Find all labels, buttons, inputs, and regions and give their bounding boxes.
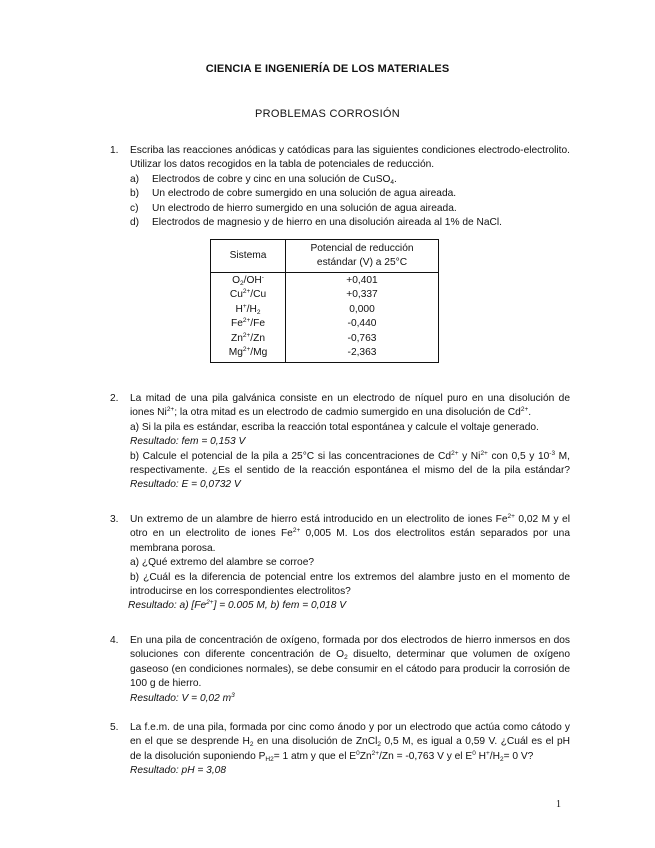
document-subtitle: PROBLEMAS CORROSIÓN bbox=[254, 108, 401, 120]
problem-number: 3. bbox=[110, 514, 119, 525]
result-text: Resultado: pH = 3,08 bbox=[130, 765, 226, 777]
result-text: Resultado: V = 0,02 $m^3$ bbox=[130, 691, 235, 704]
table-row: $Zn^{2+}/Zn$ -0,763 bbox=[211, 332, 439, 346]
problem-number: 4. bbox=[110, 635, 119, 646]
part-b-text: b) Calcule el potencial de la pila a 25°C si las concentraciones de $Cd^{2+}$ y $Ni^{2+}$ con 0,5 y $10^{-3}$ M, respectivamente. ¿Es el sentido de la reacción espontánea el mismo del de la pila estándar? Resultado: E = 0,0732 V bbox=[130, 449, 570, 491]
part-a-text: a) ¿Qué extremo del alambre se corroe? bbox=[130, 557, 315, 569]
problem-number: 2. bbox=[110, 393, 119, 404]
part-a-text: a) Si la pila es estándar, escriba la reacción total espontánea y calcule el voltaje generado. bbox=[130, 421, 539, 433]
problem-text: En una pila de concentración de oxígeno, formada por dos electrodos de hierro inmersos en dos soluciones con diferente concentración de $O_2$ disuelto, determinar que volumen de oxígeno gaseoso (en condiciones normales), se debe consumir en el cátodo para producir la corrosión de 100 g de hierro. bbox=[130, 635, 571, 690]
problem-5 bbox=[110, 721, 570, 779]
result-text: Resultado: fem = 0,153 V bbox=[130, 436, 246, 448]
list-item: c) Un electrodo de hierro sumergido en una solución de agua aireada. bbox=[130, 202, 457, 214]
table-row: $H^+/H_2$ 0,000 bbox=[211, 303, 439, 317]
problem-text: La mitad de una pila galvánica consiste en un electrodo de níquel puro en una disolución de iones $Ni^{2+}$; la otra mitad es un electrodo de cadmio sumergido en una disolución de $Cd^{2+}$. bbox=[130, 393, 570, 419]
result-text: Resultado: E = 0,0732 V bbox=[130, 479, 241, 491]
result-text: Resultado: a) $[Fe^{2+}] = 0.005$ M, b) fem = 0,018 V bbox=[128, 599, 347, 612]
document-title: CIENCIA E INGENIERÍA DE LOS MATERIALES bbox=[205, 63, 450, 75]
problem-number: 1. bbox=[110, 145, 119, 156]
problem-3 bbox=[110, 513, 570, 614]
table-row: $Cu^{2+}/Cu$ +0,337 bbox=[211, 288, 439, 302]
list-item: a) Electrodos de cobre y cinc en una solución de CuSO$_4$. bbox=[130, 173, 397, 186]
table-row: $Mg^{2+}/Mg$ -2,363 bbox=[211, 346, 439, 363]
table-header-sistema: Sistema bbox=[211, 240, 286, 273]
part-b-text: b) ¿Cuál es la diferencia de potencial entre los extremos del alambre justo en el momento de introducirse en los correspondientes electrolitos? bbox=[130, 571, 570, 598]
problem-number: 5. bbox=[110, 722, 119, 733]
table-row: $Fe^{2+}/Fe$ -0,440 bbox=[211, 317, 439, 331]
page-number: 1 bbox=[556, 799, 561, 810]
problem-2 bbox=[110, 392, 570, 493]
problem-text: Un extremo de un alambre de hierro está introducido en un electrolito de iones $Fe^{2+}$ 0,02 M y el otro en un electrolito de iones $Fe^{2+}$ 0,005 M. Los dos electrolitos están separados por una membrana porosa. bbox=[130, 513, 570, 554]
problem-text: Escriba las reacciones anódicas y catódicas para las siguientes condiciones electrodo-electrolito. Utilizar los datos recogidos en la tabla de potenciales de reducción. bbox=[130, 145, 570, 171]
problem-4 bbox=[110, 634, 570, 706]
list-item: d) Electrodos de magnesio y de hierro en una disolución aireada al 1% de NaCl. bbox=[130, 217, 502, 229]
problem-1 bbox=[110, 144, 570, 230]
reduction-potential-table bbox=[210, 239, 439, 363]
table-row: $O_2/OH^-$ +0,401 bbox=[211, 273, 439, 289]
problem-text: La f.e.m. de una pila, formada por cinc como ánodo y por un electrodo que actúa como cátodo y en el que se desprende $H_2$ en una disolución de ZnCl$_2$ 0,5 M, es igual a 0,59 V. ¿Cuál es el pH de la disolución suponiendo $P_{H2}= 1$ atm y que el $E^0Zn^{2+}/Zn = -0,763$ V y el $E^0$ $H^+/H_2= 0$ V? bbox=[130, 722, 570, 763]
list-item: b) Un electrodo de cobre sumergido en una solución de agua aireada. bbox=[130, 188, 457, 200]
table-header-potential: Potencial de reducción estándar (V) a 25°C bbox=[286, 240, 439, 273]
